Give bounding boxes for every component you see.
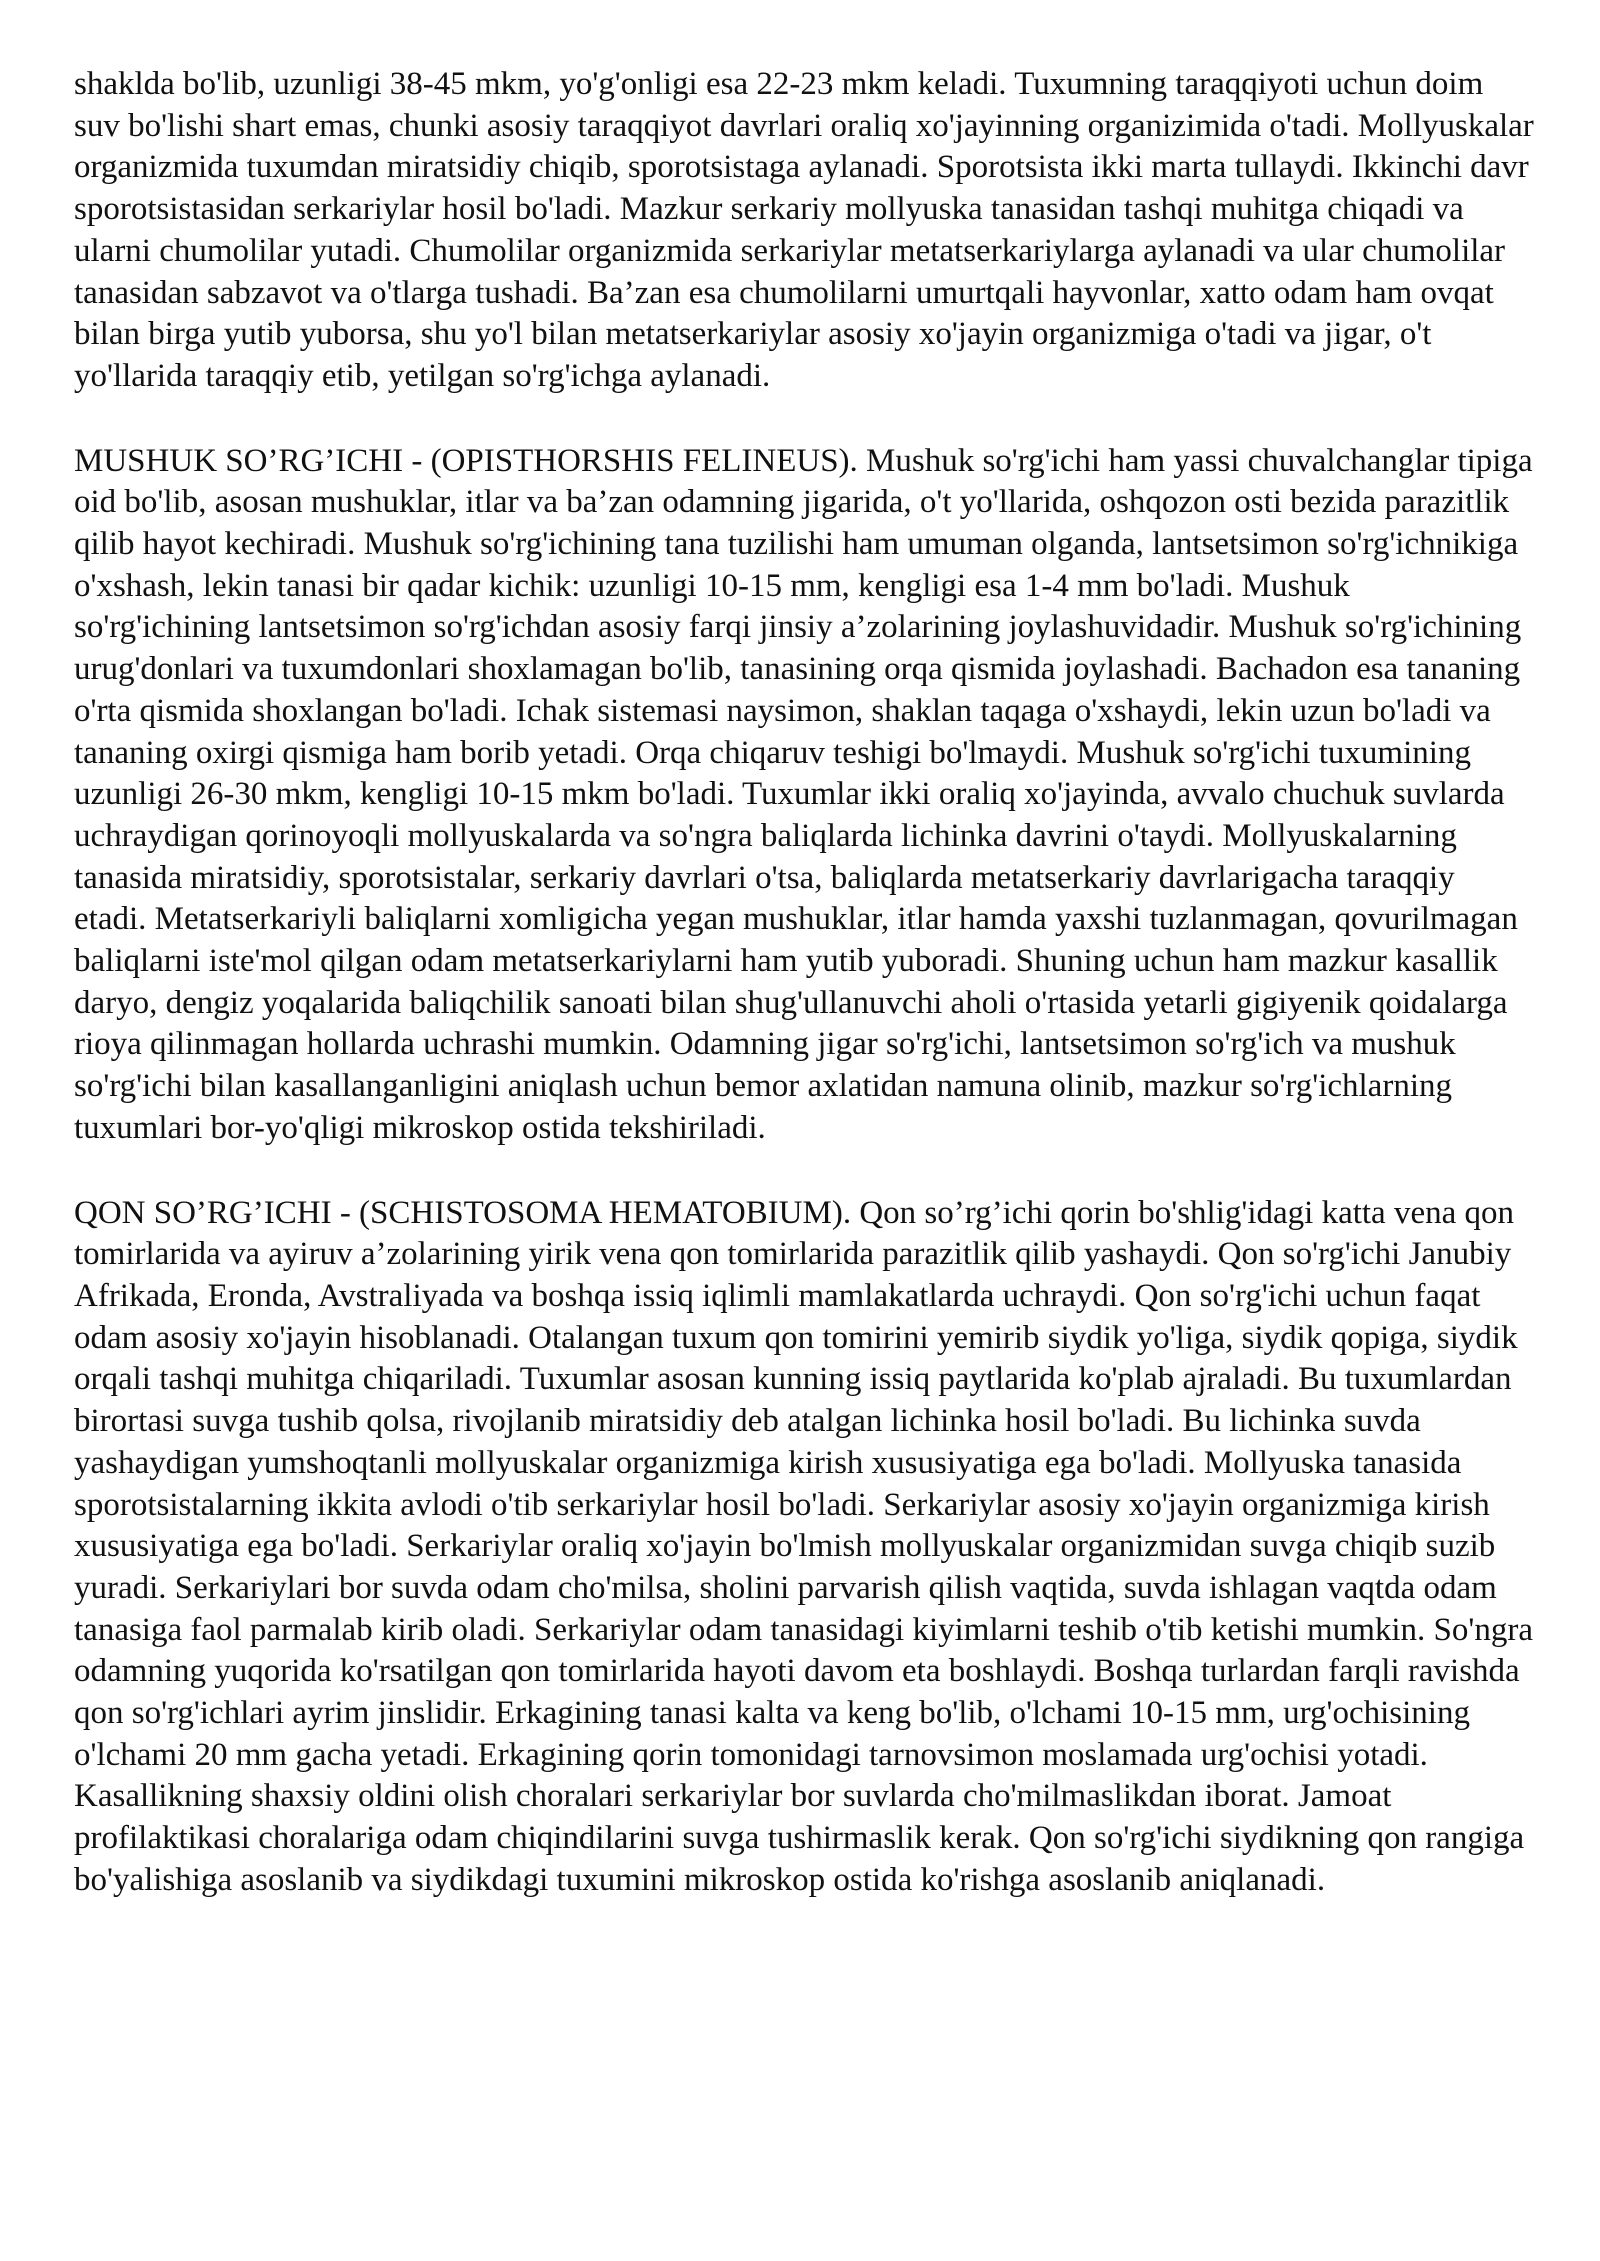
document-page: [74, 64, 1534, 1902]
paragraph-lancet-fluke-lifecycle: shaklda bo'lib, uzunligi 38-45 mkm, yo'g'onligi esa 22-23 mkm keladi. Tuxumning taraqqiyoti uchun doim suv bo'lishi shart emas, chunki asosiy taraqqiyot davrlari oraliq xo'jayinning organizimida o'tadi. Mollyuskalar organizmida tuxumdan miratsidiy chiqib, sporotsistaga aylanadi. Sporotsista ikki marta tullaydi. Ikkinchi davr sporotsistasidan serkariylar hosil bo'ladi. Mazkur serkariy mollyuska tanasidan tashqi muhitga chiqadi va ularni chumolilar yutadi. Chumolilar organizmida serkariylar metatserkariylarga aylanadi va ular chumolilar tanasidan sabzavot va o'tlarga tushadi. Ba’zan esa chumolilarni umurtqali hayvonlar, xatto odam ham ovqat bilan birga yutib yuborsa, shu yo'l bilan metatserkariylar asosiy xo'jayin organizmiga o'tadi va jigar, o't yo'llarida taraqqiy etib, yetilgan so'rg'ichga aylanadi.: [74, 66, 1534, 394]
paragraph-cat-fluke: MUSHUK SO’RG’ICHI - (OPISTHORSHIS FELINEUS). Mushuk so'rg'ichi ham yassi chuvalchanglar tipiga oid bo'lib, asosan mushuklar, itlar va ba’zan odamning jigarida, o't yo'llarida, oshqozon osti bezida parazitlik qilib hayot kechiradi. Mushuk so'rg'ichining tana tuzilishi ham umuman olganda, lantsetsimon so'rg'ichnikiga o'xshash, lekin tanasi bir qadar kichik: uzunligi 10-15 mm, kengligi esa 1-4 mm bo'ladi. Mushuk so'rg'ichining lantsetsimon so'rg'ichdan asosiy farqi jinsiy a’zolarining joylashuvidadir. Mushuk so'rg'ichining urug'donlari va tuxumdonlari shoxlamagan bo'lib, tanasining orqa qismida joylashadi. Bachadon esa tananing o'rta qismida shoxlangan bo'ladi. Ichak sistemasi naysimon, shaklan taqaga o'xshaydi, lekin uzun bo'ladi va tananing oxirgi qismiga ham borib yetadi. Orqa chiqaruv teshigi bo'lmaydi. Mushuk so'rg'ichi tuxumining uzunligi 26-30 mkm, kengligi 10-15 mkm bo'ladi. Tuxumlar ikki oraliq xo'jayinda, avvalo chuchuk suvlarda uchraydigan qorinoyoqli mollyuskalarda va so'ngra baliqlarda lichinka davrini o'taydi. Mollyuskalarning tanasida miratsidiy, sporotsistalar, serkariy davrlari o'tsa, baliqlarda metatserkariy davrlarigacha taraqqiy etadi. Metatserkariyli baliqlarni xomligicha yegan mushuklar, itlar hamda yaxshi tuzlanmagan, qovurilmagan baliqlarni iste'mol qilgan odam metatserkariylarni ham yutib yuboradi. Shuning uchun ham mazkur kasallik daryo, dengiz yoqalarida baliqchilik sanoati bilan shug'ullanuvchi aholi o'rtasida yetarli gigiyenik qoidalarga rioya qilinmagan hollarda uchrashi mumkin. Odamning jigar so'rg'ichi, lantsetsimon so'rg'ich va mushuk so'rg'ichi bilan kasallanganligini aniqlash uchun bemor axlatidan namuna olinib, mazkur so'rg'ichlarning tuxumlari bor-yo'qligi mikroskop ostida tekshiriladi.: [74, 442, 1533, 1146]
paragraph-blood-fluke: QON SO’RG’ICHI - (SCHISTOSOMA HEMATOBIUM). Qon so’rg’ichi qorin bo'shlig'idagi katta vena qon tomirlarida va ayiruv a’zolarining yirik vena qon tomirlarida parazitlik qilib yashaydi. Qon so'rg'ichi Janubiy Afrikada, Eronda, Avstraliyada va boshqa issiq iqlimli mamlakatlarda uchraydi. Qon so'rg'ichi uchun faqat odam asosiy xo'jayin hisoblanadi. Otalangan tuxum qon tomirini yemirib siydik yo'liga, siydik qopiga, siydik orqali tashqi muhitga chiqariladi. Tuxumlar asosan kunning issiq paytlarida ko'plab ajraladi. Bu tuxumlardan birortasi suvga tushib qolsa, rivojlanib miratsidiy deb atalgan lichinka hosil bo'ladi. Bu lichinka suvda yashaydigan yumshoqtanli mollyuskalar organizmiga kirish xususiyatiga ega bo'ladi. Mollyuska tanasida sporotsistalarning ikkita avlodi o'tib serkariylar hosil bo'ladi. Serkariylar asosiy xo'jayin organizmiga kirish xususiyatiga ega bo'ladi. Serkariylar oraliq xo'jayin bo'lmish mollyuskalar organizmidan suvga chiqib suzib yuradi. Serkariylari bor suvda odam cho'milsa, sholini parvarish qilish vaqtida, suvda ishlagan vaqtda odam tanasiga faol parmalab kirib oladi. Serkariylar odam tanasidagi kiyimlarni teshib o'tib ketishi mumkin. So'ngra odamning yuqorida ko'rsatilgan qon tomirlarida hayoti davom eta boshlaydi. Boshqa turlardan farqli ravishda qon so'rg'ichlari ayrim jinslidir. Erkagining tanasi kalta va keng bo'lib, o'lchami 10-15 mm, urg'ochisining o'lchami 20 mm gacha yetadi. Erkagining qorin tomonidagi tarnovsimon moslamada urg'ochisi yotadi. Kasallikning shaxsiy oldini olish choralari serkariylar bor suvlarda cho'milmaslikdan iborat. Jamoat profilaktikasi choralariga odam chiqindilarini suvga tushirmaslik kerak. Qon so'rg'ichi siydikning qon rangiga bo'yalishiga asoslanib va siydikdagi tuxumini mikroskop ostida ko'rishga asoslanib aniqlanadi.: [74, 1194, 1533, 1898]
